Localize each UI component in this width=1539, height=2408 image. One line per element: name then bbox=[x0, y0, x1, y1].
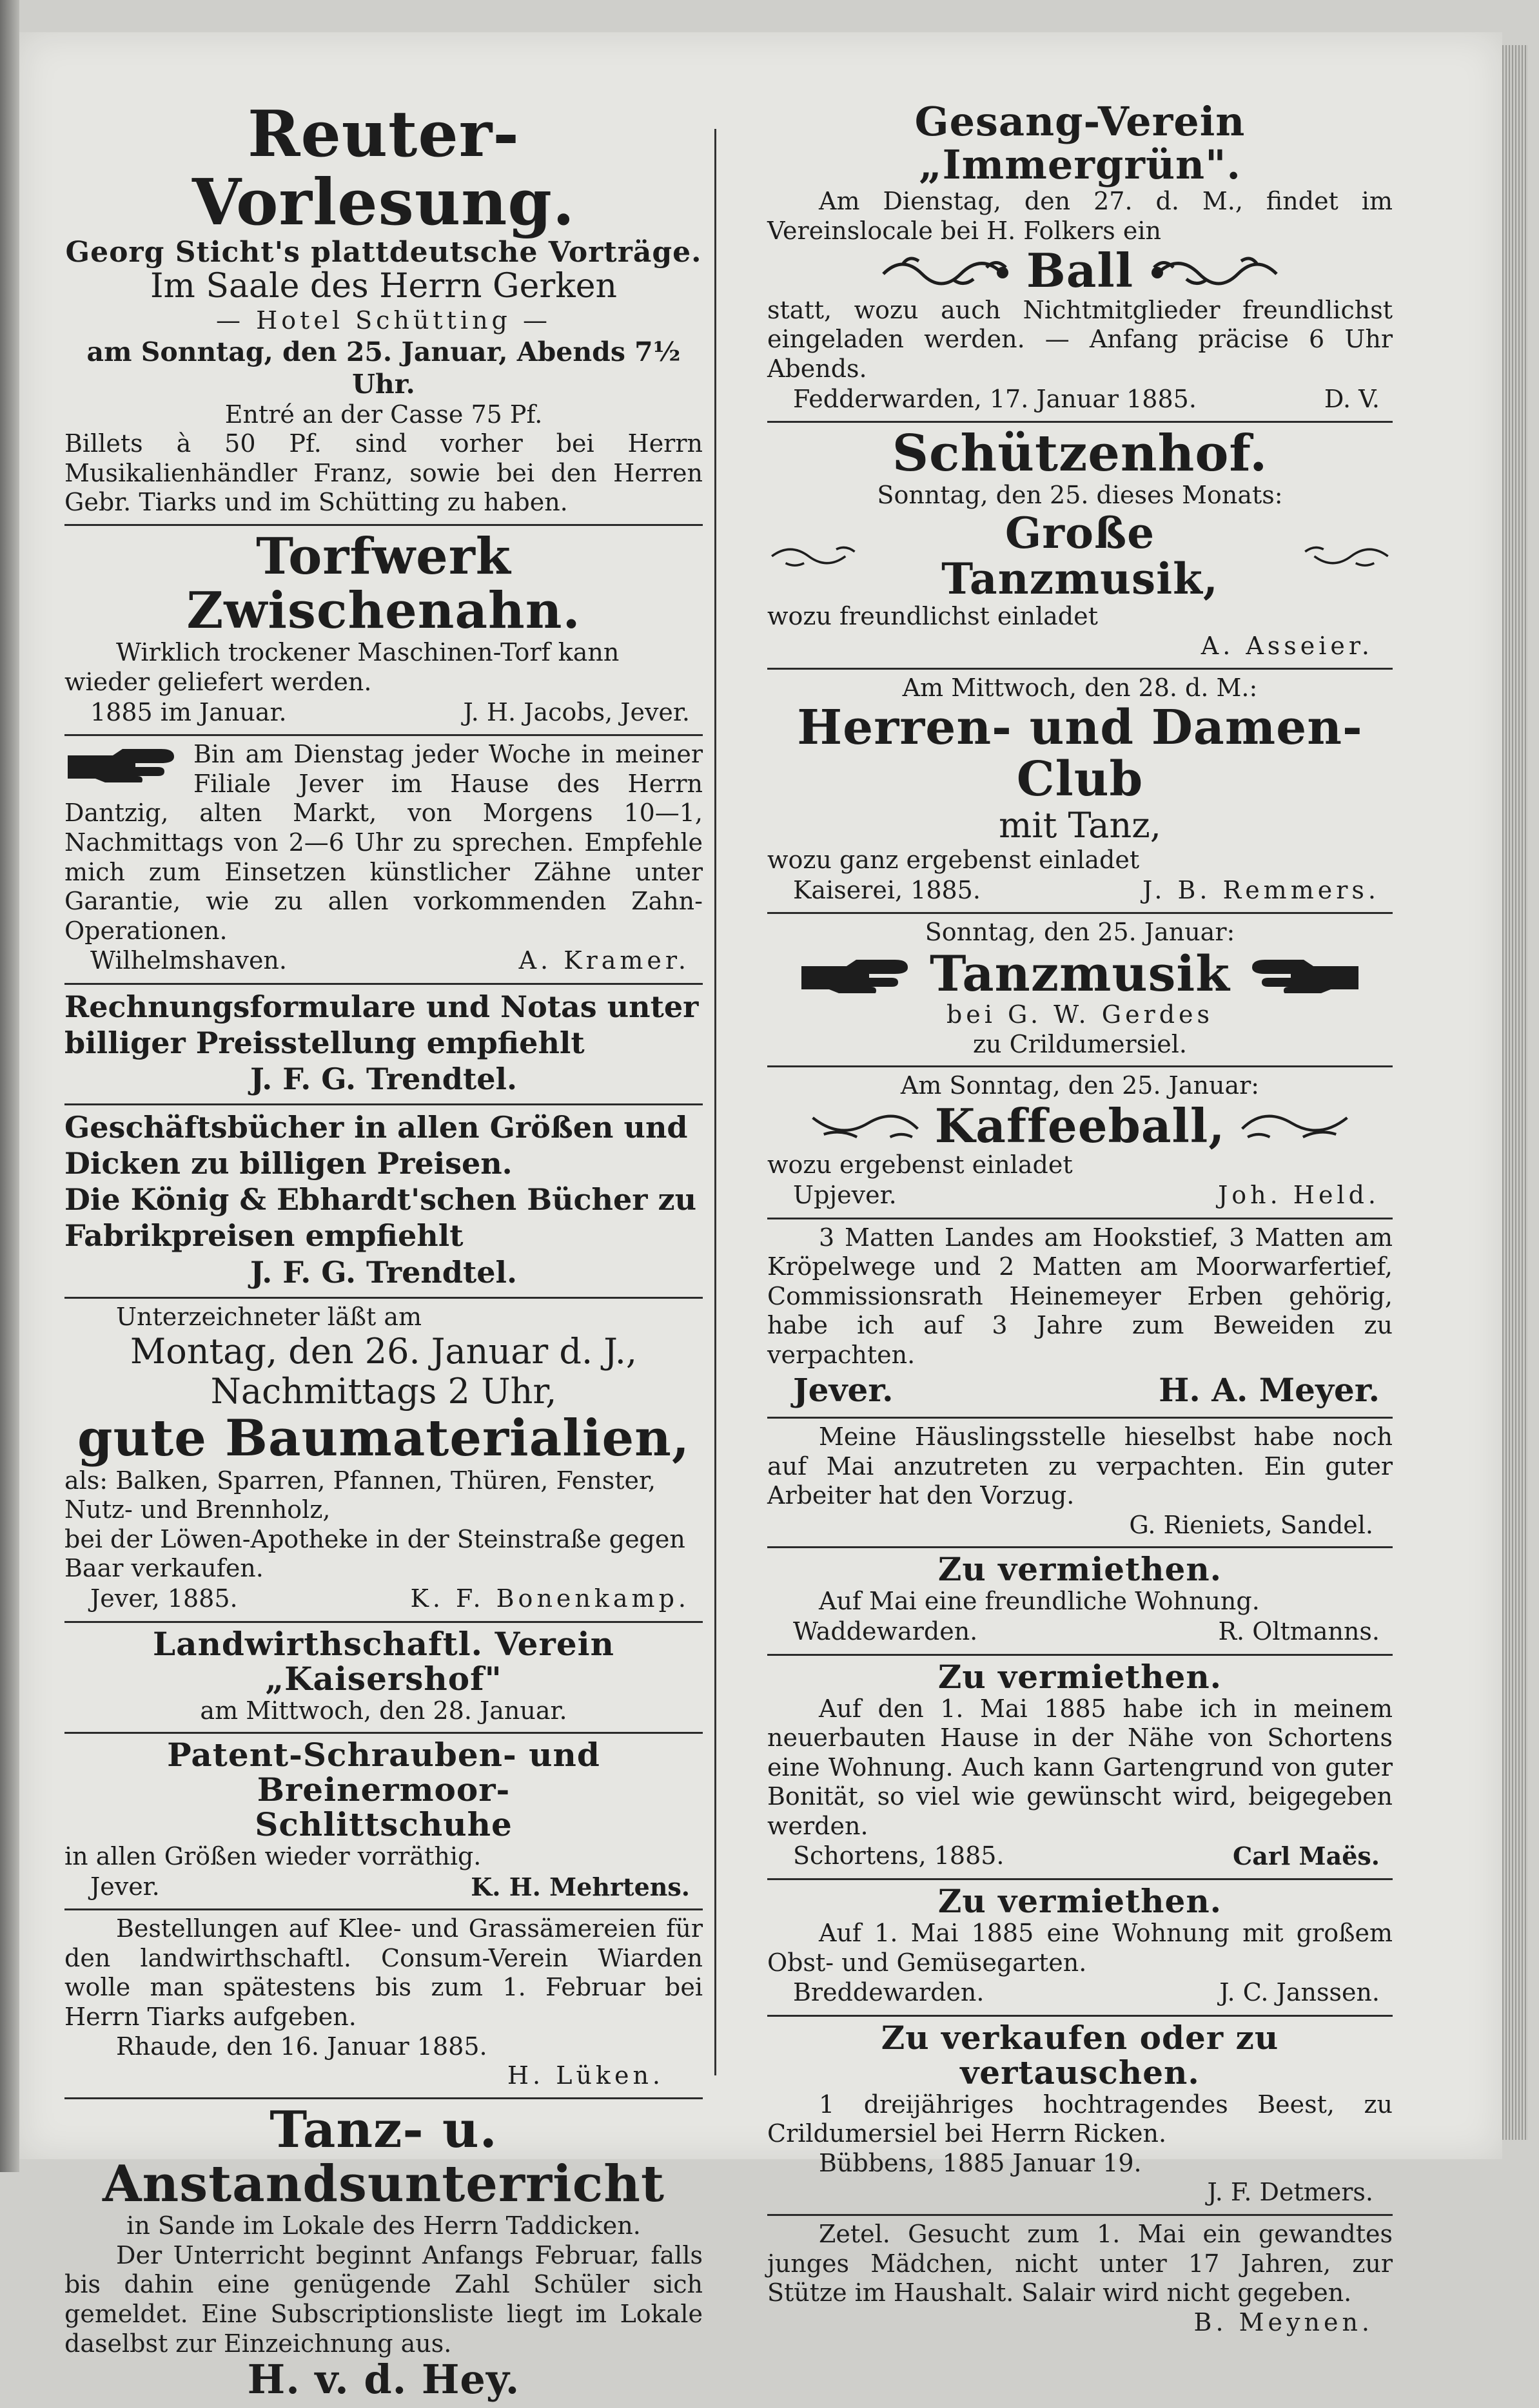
ad-date: Fedderwarden, 17. Januar 1885. bbox=[793, 384, 1197, 413]
ad-place: Breddewarden. bbox=[793, 1978, 985, 2007]
ad-date: Bübbens, 1885 Januar 19. bbox=[819, 2148, 1142, 2177]
ad-location: Im Saale des Herrn Gerken bbox=[150, 267, 617, 306]
ad-signature-line bbox=[767, 1617, 1393, 1647]
ad-title: Zu verkaufen oder zu vertauschen. bbox=[881, 2018, 1279, 2092]
ad-title: Landwirthschaftl. Verein „Kaisershof" bbox=[153, 1624, 614, 1698]
column-divider bbox=[714, 129, 716, 2075]
ad-signature-line bbox=[767, 1180, 1393, 1211]
ad-date: am Mittwoch, den 28. Januar. bbox=[200, 1696, 567, 1725]
ad-body: 3 Matten Landes am Hookstief, 3 Matten am Kröpelwege und 2 Matten am Moorwarfertief, Commissionsrath Heinemeyer Erben gehörig, habe ich auf 3 Jahre zum Beweiden zu verpachten. bbox=[767, 1223, 1393, 1369]
ad-date: Montag, den 26. Januar d. J., bbox=[130, 1331, 638, 1372]
ad-host: bei G. W. Gerdes bbox=[946, 1000, 1214, 1029]
ad-subtitle: mit Tanz, bbox=[999, 805, 1161, 846]
ad-signer: J. B. Remmers. bbox=[1142, 875, 1380, 904]
left-column bbox=[64, 97, 703, 2408]
ad-signature-line bbox=[767, 384, 1393, 415]
ad-signer: J. F. G. Trendtel. bbox=[250, 1254, 517, 1290]
ad-title: Patent-Schrauben- und Breinermoor- bbox=[167, 1736, 600, 1809]
newspaper-page bbox=[19, 32, 1502, 2403]
ad-body: Bin am Dienstag jeder Woche in meiner Filiale Jever im Hause des Herrn Dantzig, alten Markt, von Morgens 10—1, Nachmittags von 2—6 Uhr zu sprechen. Empfehle mich zum Einsetzen künstlicher Zähne unter Garantie, wie zu allen vorkommenden Zahn-Operationen. bbox=[64, 740, 703, 945]
pointing-hand-left-icon bbox=[1246, 955, 1362, 993]
ad-date: Sonntag, den 25. Januar: bbox=[925, 918, 1235, 947]
ad-place: Kaiserei, 1885. bbox=[793, 875, 981, 904]
ad-place: Jever. bbox=[90, 1872, 160, 1901]
flourish-ornament-icon bbox=[1237, 1103, 1353, 1149]
kaffeeball-banner bbox=[767, 1098, 1393, 1153]
ad-signature-line bbox=[767, 875, 1393, 906]
ball-banner bbox=[767, 243, 1393, 298]
ad-intro: Unterzeichneter läßt am bbox=[116, 1302, 422, 1331]
ad-ball-title: Ball bbox=[1026, 243, 1134, 298]
ad-signer: A. Kramer. bbox=[518, 946, 690, 975]
ad-place: zu Crildumersiel. bbox=[973, 1029, 1187, 1058]
ad-body: Zetel. Gesucht zum 1. Mai ein gewandtes junges Mädchen, nicht unter 17 Jahren, zur Stütze im Haushalt. Salair wird nicht gegeben. bbox=[767, 2220, 1393, 2307]
ad-body: Wirklich trockener Maschinen-Torf kann wieder geliefert werden. bbox=[64, 638, 620, 697]
ad-subtitle: Georg Sticht's plattdeutsche Vorträge. bbox=[65, 235, 702, 269]
ad-torfwerk bbox=[64, 526, 703, 736]
ad-place: Jever. bbox=[793, 1370, 894, 1409]
ad-kaffeeball bbox=[767, 1067, 1393, 1219]
right-column bbox=[767, 97, 1393, 2344]
ad-date: Sonntag, den 25. dieses Monats: bbox=[877, 481, 1283, 510]
ad-items: als: Balken, Sparren, Pfannen, Thüren, Fenster, Nutz- und Brennholz, bbox=[64, 1466, 656, 1524]
ad-kramer-dentist bbox=[64, 736, 703, 985]
flourish-ornament-icon bbox=[877, 248, 1012, 293]
ad-haeuslingsstelle bbox=[767, 1419, 1393, 1548]
ad-body: bei der Löwen-Apotheke in der Steinstraße gegen Baar verkaufen. bbox=[64, 1524, 685, 1583]
ad-signer: B. Meynen. bbox=[1193, 2307, 1373, 2336]
ad-body-2: statt, wozu auch Nichtmitglieder freundlichst eingeladen werden. — Anfang präcise 6 Uhr Abends. bbox=[767, 295, 1393, 384]
ad-date: 1885 im Januar. bbox=[90, 697, 287, 726]
ad-body: in allen Größen wieder vorräthig. bbox=[64, 1842, 482, 1871]
ad-title: Schützenhof. bbox=[892, 424, 1268, 483]
ad-body-wrap bbox=[64, 740, 703, 946]
ad-signature-line bbox=[767, 1841, 1393, 1872]
ad-signer: H. Lüken. bbox=[507, 2061, 664, 2090]
ad-body: Der Unterricht beginnt Anfangs Februar, falls bis dahin eine genügende Zahl Schüler sich gemeldet. Eine Subscriptionsliste liegt im Lokale daselbst zur Einzeichnung aus. bbox=[64, 2240, 703, 2358]
ad-verein-kaisershof bbox=[64, 1623, 703, 1734]
ad-title: Tanz- u. Anstandsunterricht bbox=[102, 2100, 665, 2214]
flourish-ornament-icon bbox=[807, 1103, 923, 1149]
ad-signer: K. F. Bonenkamp. bbox=[410, 1584, 690, 1613]
ad-tanzunterricht bbox=[64, 2099, 703, 2408]
ad-body: Billets à 50 Pf. sind vorher bei Herrn Musikalienhändler Franz, sowie bei den Herren Gebr. Tiarks und im Schütting zu haben. bbox=[64, 429, 703, 517]
ad-reuter-vorlesung bbox=[64, 97, 703, 526]
ad-matten-landes bbox=[767, 1219, 1393, 1419]
ad-date: am Sonntag, den 25. Januar, Abends 7½ Uhr. bbox=[86, 336, 681, 400]
flourish-ornament-icon bbox=[1296, 534, 1393, 579]
ad-date: Rhaude, den 16. Januar 1885. bbox=[116, 2032, 487, 2061]
ad-title: Zu vermiethen. bbox=[937, 1881, 1222, 1920]
ad-vermiethen-2 bbox=[767, 1656, 1393, 1880]
ad-place: Upjever. bbox=[793, 1181, 897, 1210]
ad-title: Zu vermiethen. bbox=[937, 1550, 1222, 1589]
ad-body: Bestellungen auf Klee- und Grassämereien für den landwirthschaftl. Consum-Verein Wiarden wolle man spätestens bis zum 1. Februar bei Herrn Tiarks aufgeben. bbox=[64, 1914, 703, 2032]
ad-geschaeftsbuecher bbox=[64, 1105, 703, 1299]
tanzmusik-banner bbox=[767, 944, 1393, 1002]
ad-place: Waddewarden. bbox=[793, 1617, 978, 1646]
ad-date: Am Mittwoch, den 28. d. M.: bbox=[902, 673, 1258, 702]
flourish-ornament-icon bbox=[1148, 248, 1283, 293]
ad-body: Auf den 1. Mai 1885 habe ich in meinem neuerbauten Hause in der Nähe von Schortens eine Wohnung. Auch kann Gartengrund von guter Bonität, so viel wie gewünscht wird, beigegeben werden. bbox=[767, 1694, 1393, 1840]
ad-place: Wilhelmshaven. bbox=[90, 946, 287, 975]
ad-title: Tanzmusik bbox=[930, 944, 1230, 1002]
ad-body: 1 dreijähriges hochtragendes Beest, zu Crildumersiel bei Herrn Ricken. bbox=[767, 2090, 1393, 2148]
ad-signer: D. V. bbox=[1324, 384, 1380, 413]
ad-body: Meine Häuslingsstelle hieselbst habe noch auf Mai anzutreten zu verpachten. Ein guter Arbeiter hat den Vorzug. bbox=[767, 1422, 1393, 1510]
ad-title: Zu vermiethen. bbox=[937, 1657, 1222, 1696]
ad-title: gute Baumaterialien, bbox=[77, 1409, 690, 1468]
ad-signer: A. Asseier. bbox=[1201, 632, 1373, 661]
ad-signer: J. F. G. Trendtel. bbox=[250, 1062, 517, 1096]
ad-event: Große Tanzmusik, bbox=[941, 507, 1219, 605]
pointing-hand-right-icon bbox=[798, 955, 914, 993]
ad-invite: wozu freundlichst einladet bbox=[767, 602, 1098, 631]
ad-herren-damen-club bbox=[767, 670, 1393, 915]
ad-signer: H. A. Meyer. bbox=[1159, 1370, 1380, 1409]
ad-hotel: — Hotel Schütting — bbox=[216, 306, 551, 335]
ad-title: Kaffeeball, bbox=[934, 1098, 1226, 1153]
ad-place: Schortens, 1885. bbox=[793, 1841, 1005, 1870]
ad-vermiethen-3 bbox=[767, 1880, 1393, 2017]
ad-baumaterialien bbox=[64, 1299, 703, 1623]
ad-date: Am Sonntag, den 25. Januar: bbox=[900, 1071, 1260, 1100]
ad-title: Gesang-Verein „Immergrün". bbox=[914, 98, 1246, 188]
ad-signer: K. H. Mehrtens. bbox=[471, 1872, 690, 1901]
ad-body: Geschäftsbücher in allen Größen und Dicken zu billigen Preisen. bbox=[64, 1110, 688, 1181]
ad-title-2: Schlittschuhe bbox=[255, 1805, 513, 1844]
ad-signer: J. H. Jacobs, Jever. bbox=[463, 697, 690, 726]
ad-signer: G. Rieniets, Sandel. bbox=[1129, 1510, 1373, 1539]
ad-signer: J. F. Detmers. bbox=[1207, 2178, 1373, 2207]
ad-vermiethen-1 bbox=[767, 1548, 1393, 1655]
ad-body: Am Dienstag, den 27. d. M., findet im Vereinslocale bei H. Folkers ein bbox=[767, 186, 1393, 245]
ad-body: Rechnungsformulare und Notas unter billiger Preisstellung empfiehlt bbox=[64, 989, 699, 1060]
ad-rechnungsformulare bbox=[64, 985, 703, 1105]
ad-schlittschuhe bbox=[64, 1734, 703, 1910]
ad-invite: wozu ganz ergebenst einladet bbox=[767, 846, 1140, 875]
ad-consum-verein bbox=[64, 1910, 703, 2099]
ad-signer: Carl Maës. bbox=[1232, 1841, 1380, 1871]
ad-signature-line bbox=[64, 946, 703, 976]
ad-title: Torfwerk Zwischenahn. bbox=[186, 527, 581, 641]
ad-schuetzenhof bbox=[767, 423, 1393, 670]
ad-title: Herren- und Damen-Club bbox=[797, 700, 1363, 808]
ad-signer: J. C. Janssen. bbox=[1219, 1978, 1380, 2007]
ad-body: Auf 1. Mai 1885 eine Wohnung mit großem Obst- und Gemüsegarten. bbox=[767, 1918, 1393, 1977]
ad-signer: Joh. Held. bbox=[1218, 1181, 1380, 1210]
ad-signature-line bbox=[767, 1370, 1393, 1411]
ad-entry: Entré an der Casse 75 Pf. bbox=[224, 400, 543, 429]
ad-title: Reuter-Vorlesung. bbox=[192, 97, 575, 240]
pointing-hand-icon bbox=[64, 744, 181, 782]
ad-signature-line bbox=[767, 1977, 1393, 2008]
ad-signature-line bbox=[64, 697, 703, 728]
ad-signer: R. Oltmanns. bbox=[1218, 1617, 1380, 1646]
ad-location: in Sande im Lokale des Herrn Taddicken. bbox=[126, 2211, 641, 2240]
scan-margin bbox=[0, 0, 19, 2172]
ad-invite: wozu ergebenst einladet bbox=[767, 1151, 1073, 1180]
ad-date-line: Jever, 1885. bbox=[90, 1584, 238, 1613]
event-banner bbox=[767, 507, 1393, 605]
ad-zetel bbox=[767, 2216, 1393, 2344]
ad-tanzmusik-gerdes bbox=[767, 914, 1393, 1067]
ad-body-2: Die König & Ebhardt'schen Bücher zu Fabrikpreisen empfiehlt bbox=[64, 1182, 697, 1254]
ad-signature-line bbox=[64, 1584, 703, 1615]
ad-verkaufen bbox=[767, 2017, 1393, 2216]
ad-signature-line bbox=[64, 1872, 703, 1903]
ad-gesangverein bbox=[767, 97, 1393, 423]
flourish-ornament-icon bbox=[767, 534, 864, 579]
ad-time: Nachmittags 2 Uhr, bbox=[210, 1371, 557, 1412]
ad-body: Auf Mai eine freundliche Wohnung. bbox=[819, 1587, 1260, 1616]
ad-signer: H. v. d. Hey. bbox=[247, 2356, 520, 2403]
